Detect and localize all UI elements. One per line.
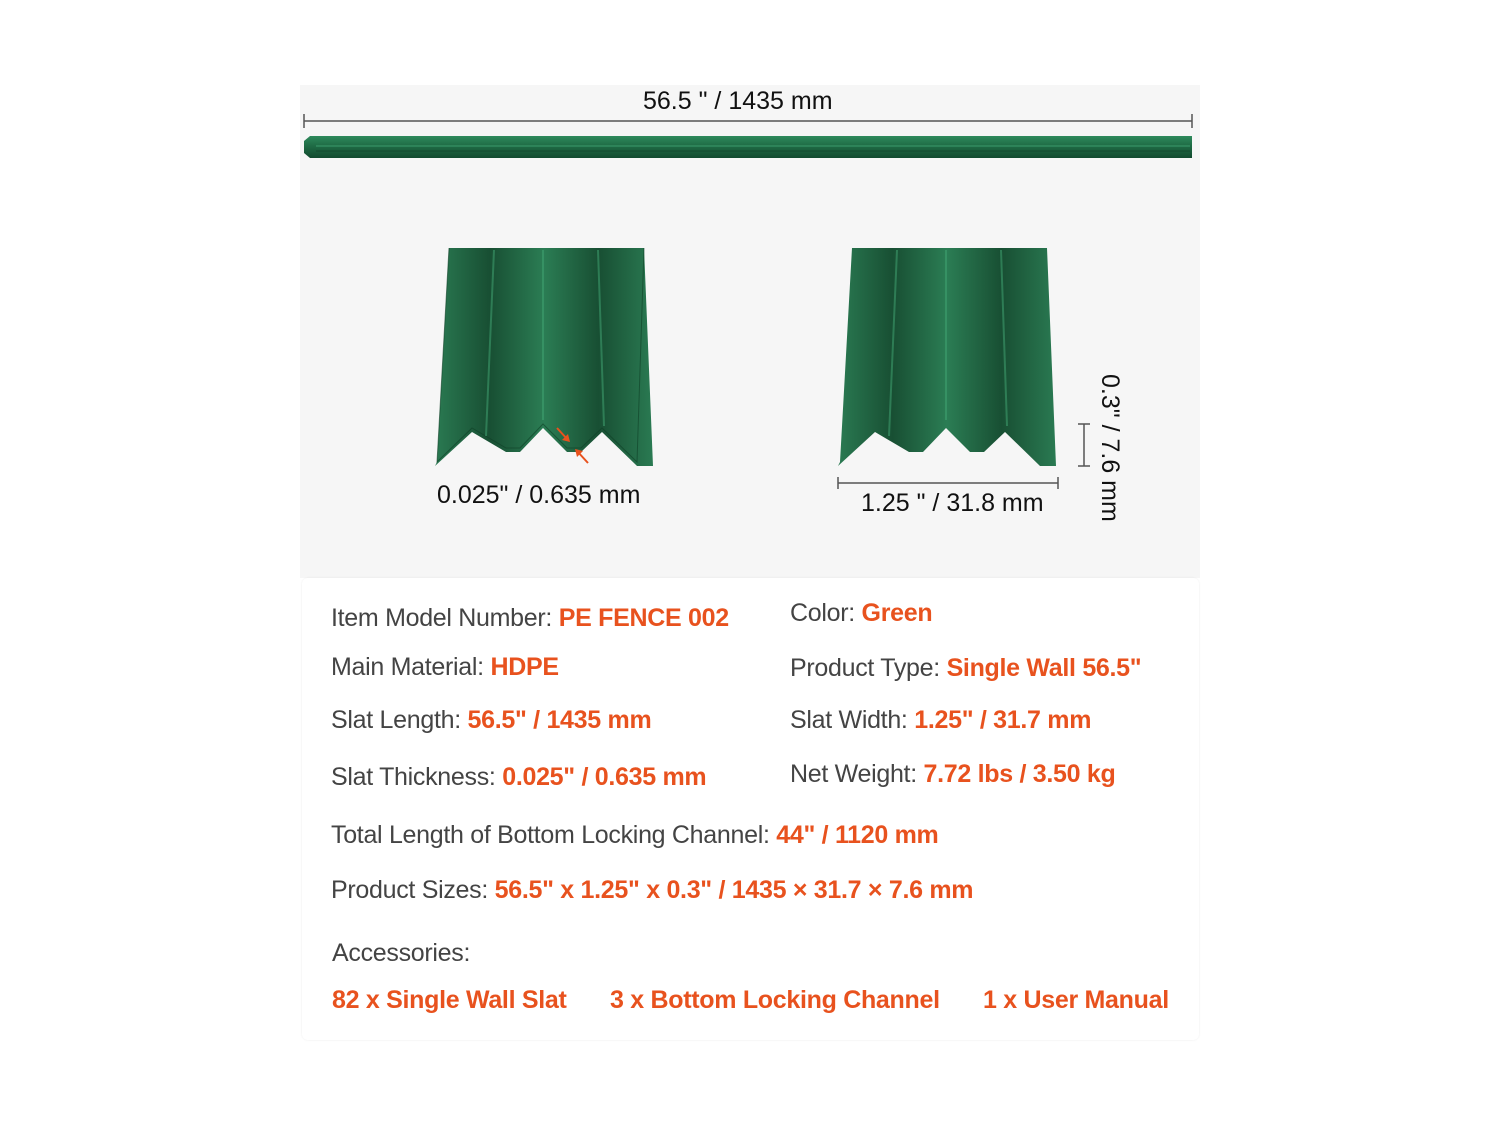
spec-net-weight-value: 7.72 lbs / 3.50 kg [923,760,1116,788]
slat-profile-left [435,248,653,466]
spec-color [790,599,932,628]
accessories-heading [332,939,470,968]
spec-type-label: Product Type: [790,654,940,682]
spec-slat-length [331,706,651,735]
length-dimension-line [304,114,1192,128]
spec-model [331,604,729,633]
spec-color-value: Green [861,599,933,627]
accessory-item: 82 x Single Wall Slat [332,986,567,1014]
spec-channel-length-label: Total Length of Bottom Locking Channel: [331,821,770,849]
width-label: 1.25 " / 31.8 mm [861,489,1044,517]
spec-slat-length-value: 56.5" / 1435 mm [467,706,652,734]
spec-model-label: Item Model Number: [331,604,553,632]
spec-channel-length [331,821,939,850]
spec-slat-width [790,706,1091,735]
spec-material-label: Main Material: [331,653,484,681]
spec-net-weight-label: Net Weight: [790,760,917,788]
spec-product-sizes-value: 56.5" x 1.25" x 0.3" / 1435 × 31.7 × 7.6 mm [494,876,974,904]
spec-model-value: PE FENCE 002 [558,604,729,632]
spec-slat-width-value: 1.25" / 31.7 mm [914,706,1092,734]
spec-slat-width-label: Slat Width: [790,706,908,734]
spec-net-weight [790,760,1115,789]
length-label: 56.5 " / 1435 mm [643,87,833,115]
width-dimension-line [838,477,1058,489]
spec-slat-length-label: Slat Length: [331,706,461,734]
spec-slat-thickness [331,763,706,792]
accessories-label: Accessories: [332,939,471,967]
spec-channel-length-value: 44" / 1120 mm [776,821,939,849]
spec-color-label: Color: [790,599,855,627]
spec-product-sizes [331,876,973,905]
spec-material-value: HDPE [490,653,559,681]
spec-type [790,654,1141,683]
thickness-label: 0.025" / 0.635 mm [437,481,641,509]
accessory-item: 1 x User Manual [983,986,1169,1014]
spec-slat-thickness-label: Slat Thickness: [331,763,496,791]
depth-label: 0.3" / 7.6 mm [1096,374,1124,522]
accessory-item: 3 x Bottom Locking Channel [610,986,940,1014]
spec-material [331,653,559,682]
spec-type-value: Single Wall 56.5" [946,654,1142,682]
spec-slat-thickness-value: 0.025" / 0.635 mm [502,763,707,791]
long-slat-bar [304,136,1192,158]
slat-profile-right [838,248,1056,466]
depth-dimension-line [1078,424,1090,466]
spec-product-sizes-label: Product Sizes: [331,876,488,904]
